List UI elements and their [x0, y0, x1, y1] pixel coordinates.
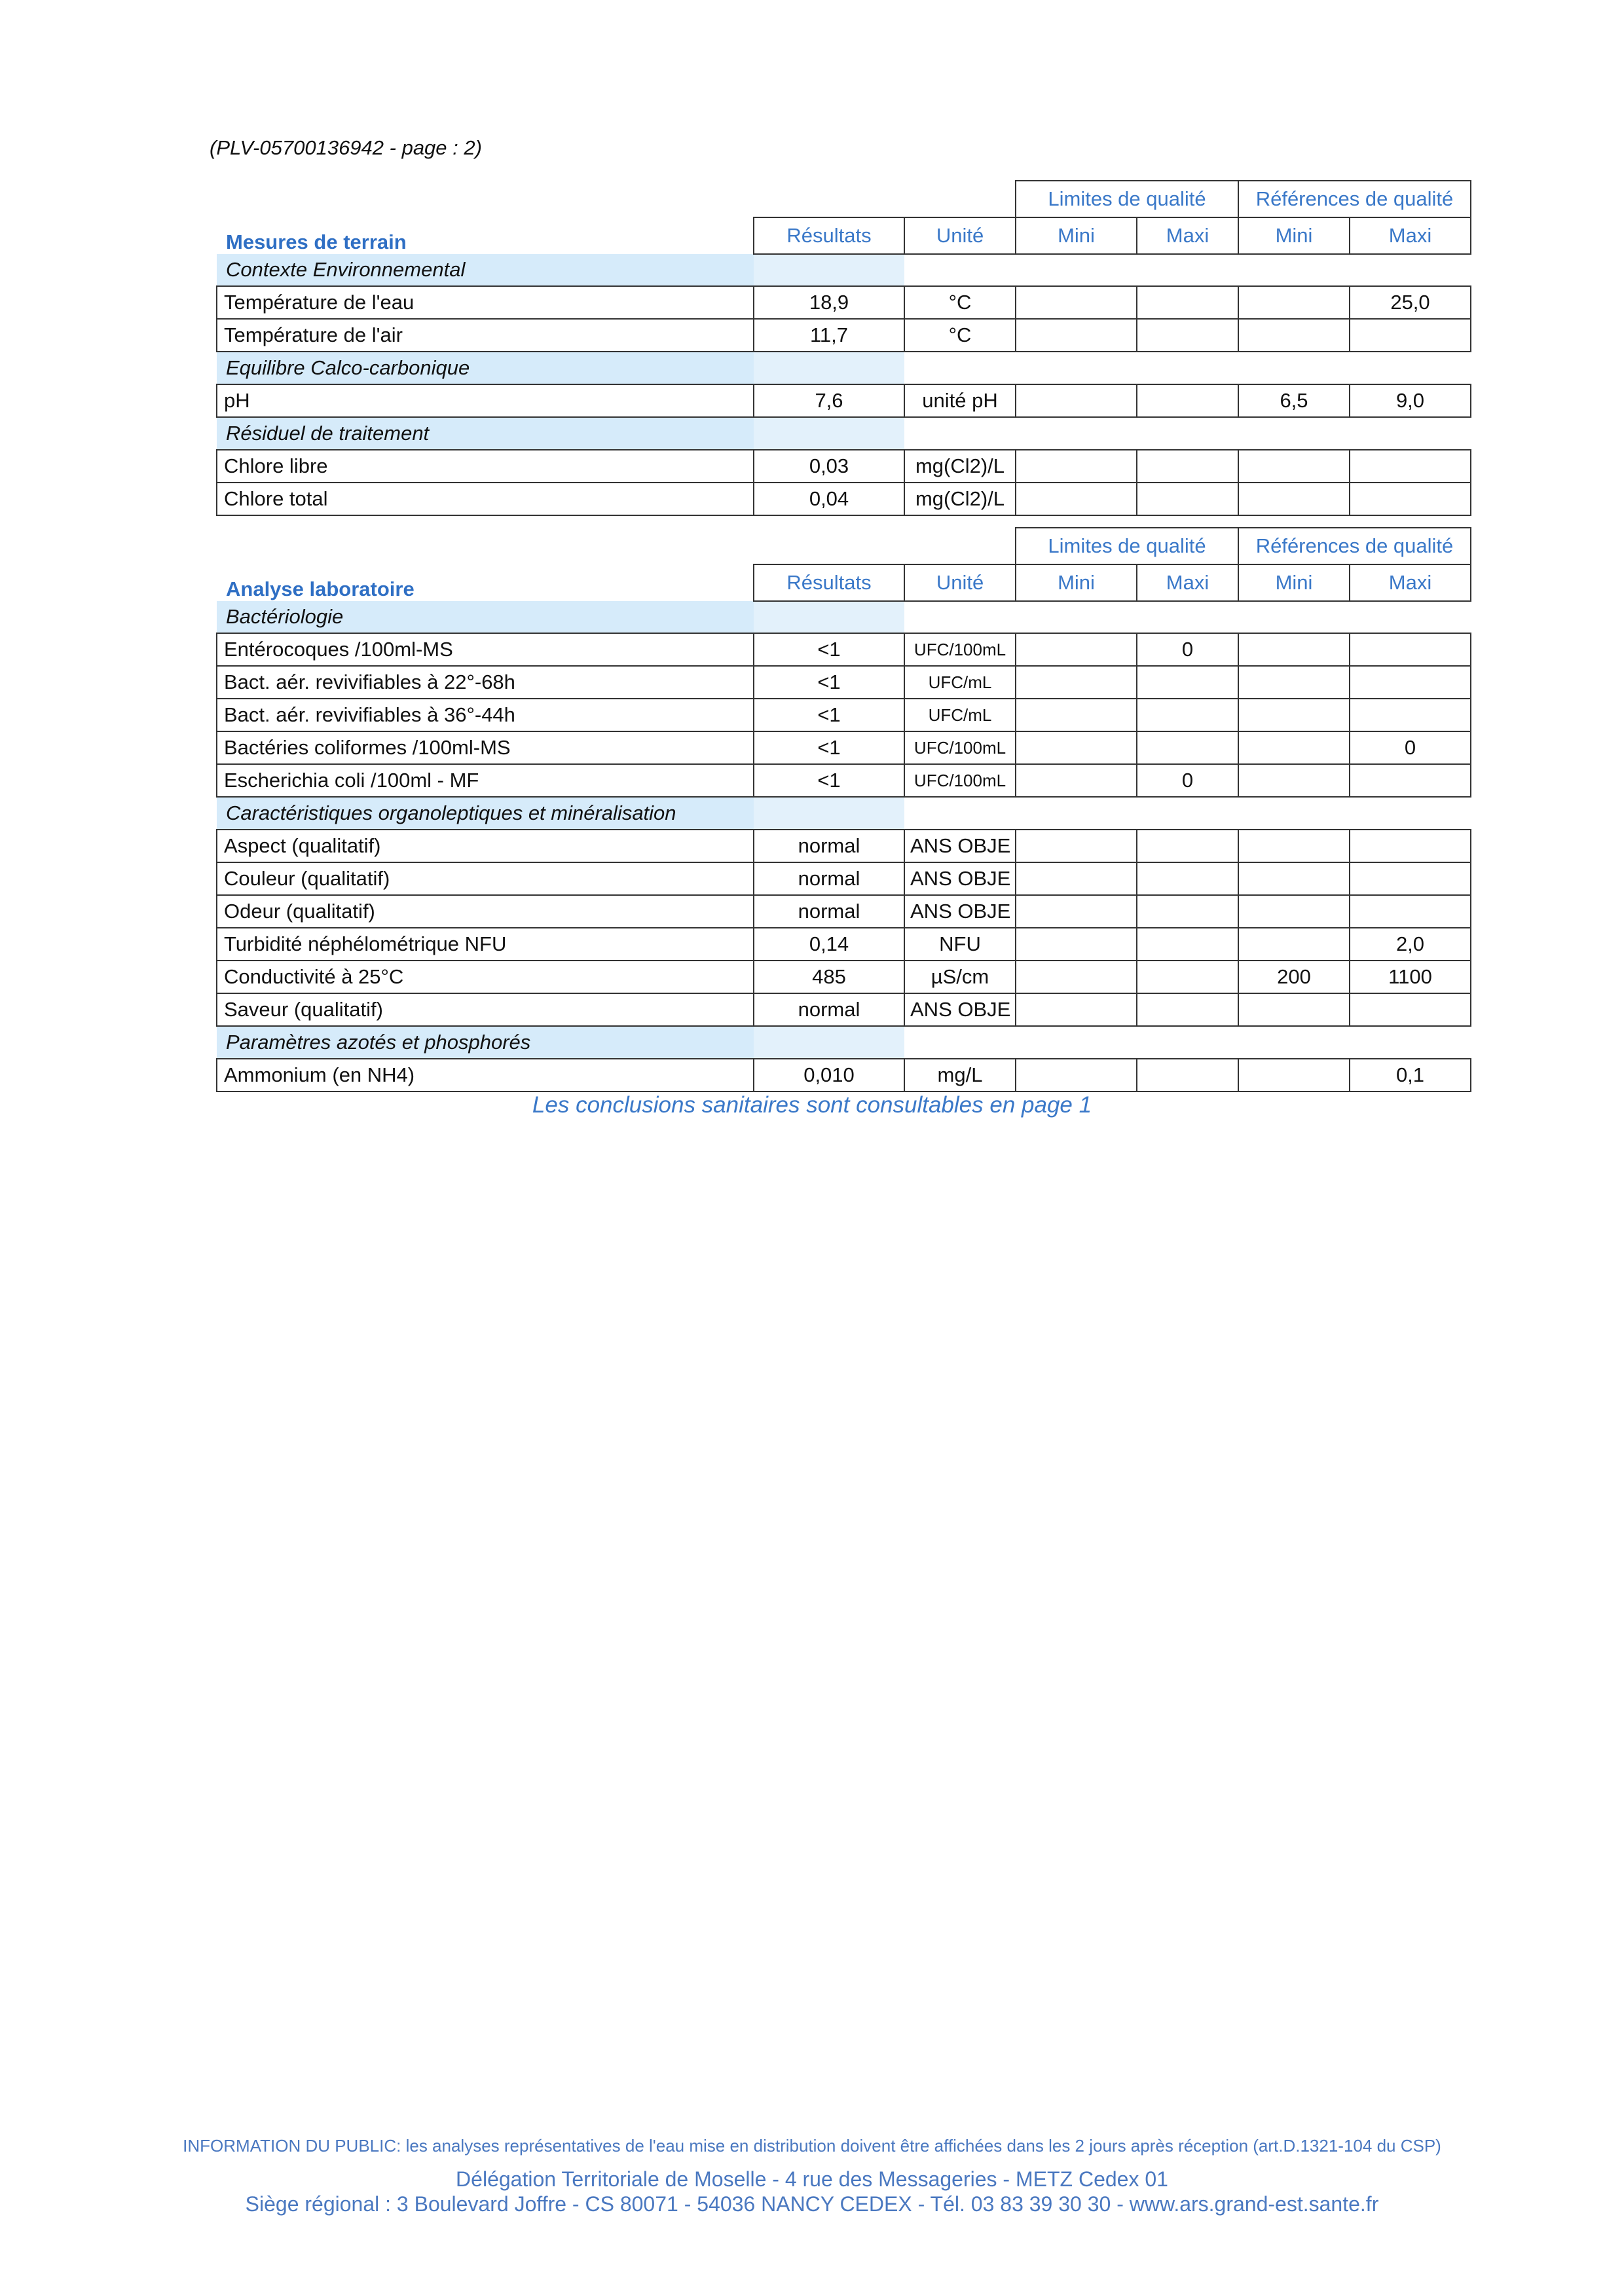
parameter-name: Ammonium (en NH4) — [217, 1059, 754, 1092]
table-row — [217, 666, 1471, 699]
parameter-name: Chlore total — [217, 483, 754, 515]
footer-address: Délégation Territoriale de Moselle - 4 rue des Messageries - METZ Cedex 01 — [456, 2167, 1168, 2191]
category-label: Equilibre Calco-carbonique — [217, 352, 754, 384]
lim-mini-cell — [1016, 319, 1137, 352]
lim-maxi-cell — [1137, 830, 1238, 862]
parameter-name: Couleur (qualitatif) — [217, 862, 754, 895]
unit-cell: °C — [904, 286, 1016, 319]
section-title: Analyse laboratoire — [226, 578, 415, 600]
lim-mini-cell — [1016, 895, 1137, 928]
ref-maxi-cell — [1350, 830, 1471, 862]
ref-maxi-cell — [1350, 319, 1471, 352]
parameter-name: Escherichia coli /100ml - MF — [217, 764, 754, 797]
lim-maxi-cell — [1137, 895, 1238, 928]
category-spacer — [904, 417, 1471, 450]
table-row — [217, 895, 1471, 928]
ref-maxi-cell — [1350, 895, 1471, 928]
table-row — [217, 764, 1471, 797]
terrain-table — [216, 180, 1471, 516]
result-cell: <1 — [754, 764, 904, 797]
lim-mini-cell — [1016, 384, 1137, 417]
table-row — [217, 384, 1471, 417]
lim-mini-header: Mini — [1016, 564, 1137, 601]
ref-mini-cell — [1238, 483, 1350, 515]
ref-maxi-cell: 9,0 — [1350, 384, 1471, 417]
unit-cell: mg(Cl2)/L — [904, 483, 1016, 515]
lim-maxi-cell: 0 — [1137, 633, 1238, 666]
lim-mini-cell — [1016, 666, 1137, 699]
resultats-header: Résultats — [754, 564, 904, 601]
unit-cell: ANS OBJE — [904, 895, 1016, 928]
ref-mini-header: Mini — [1238, 217, 1350, 254]
ref-mini-cell — [1238, 731, 1350, 764]
unit-cell: ANS OBJE — [904, 830, 1016, 862]
lim-maxi-cell — [1137, 666, 1238, 699]
unit-cell: mg(Cl2)/L — [904, 450, 1016, 483]
ref-maxi-cell — [1350, 699, 1471, 731]
ref-maxi-cell — [1350, 483, 1471, 515]
category-spacer — [904, 352, 1471, 384]
lim-mini-cell — [1016, 862, 1137, 895]
unit-cell: UFC/100mL — [904, 731, 1016, 764]
ref-mini-cell — [1238, 764, 1350, 797]
result-cell: 485 — [754, 961, 904, 993]
category-row — [217, 1026, 1471, 1059]
footer-headquarters: Siège régional : 3 Boulevard Joffre - CS 80071 - 54036 NANCY CEDEX - Tél. 03 83 39 30 30 - www.ars.grand-est.sante.fr — [245, 2192, 1379, 2216]
unit-cell: ANS OBJE — [904, 993, 1016, 1026]
result-cell: <1 — [754, 633, 904, 666]
ref-mini-cell — [1238, 286, 1350, 319]
unit-cell: UFC/100mL — [904, 764, 1016, 797]
lim-mini-header: Mini — [1016, 217, 1137, 254]
ref-mini-cell — [1238, 928, 1350, 961]
category-fill — [754, 601, 904, 633]
unit-cell: µS/cm — [904, 961, 1016, 993]
ref-maxi-cell — [1350, 764, 1471, 797]
ref-mini-cell — [1238, 830, 1350, 862]
table-row — [217, 450, 1471, 483]
lim-maxi-cell — [1137, 699, 1238, 731]
terrain-section — [216, 180, 1470, 516]
ref-mini-cell: 6,5 — [1238, 384, 1350, 417]
category-fill — [754, 254, 904, 286]
result-cell: <1 — [754, 666, 904, 699]
lim-maxi-cell — [1137, 483, 1238, 515]
category-fill — [754, 352, 904, 384]
lim-mini-cell — [1016, 483, 1137, 515]
laboratoire-section — [216, 527, 1470, 1092]
lim-maxi-cell — [1137, 862, 1238, 895]
category-spacer — [904, 1026, 1471, 1059]
ref-mini-cell — [1238, 895, 1350, 928]
category-row — [217, 254, 1471, 286]
lim-maxi-cell — [1137, 731, 1238, 764]
table-row — [217, 319, 1471, 352]
ref-maxi-header: Maxi — [1350, 564, 1471, 601]
table-row — [217, 830, 1471, 862]
category-spacer — [904, 601, 1471, 633]
ref-mini-cell — [1238, 1059, 1350, 1092]
result-cell: <1 — [754, 699, 904, 731]
page-reference: (PLV-05700136942 - page : 2) — [210, 136, 482, 159]
limites-header: Limites de qualité — [1016, 181, 1238, 217]
parameter-name: Bactéries coliformes /100ml-MS — [217, 731, 754, 764]
result-cell: 11,7 — [754, 319, 904, 352]
ref-maxi-cell — [1350, 450, 1471, 483]
lim-mini-cell — [1016, 961, 1137, 993]
lim-maxi-header: Maxi — [1137, 217, 1238, 254]
result-cell: 7,6 — [754, 384, 904, 417]
ref-maxi-cell: 2,0 — [1350, 928, 1471, 961]
ref-mini-cell — [1238, 862, 1350, 895]
category-fill — [754, 417, 904, 450]
lim-mini-cell — [1016, 928, 1137, 961]
table-row — [217, 483, 1471, 515]
ref-mini-cell — [1238, 993, 1350, 1026]
ref-maxi-cell — [1350, 633, 1471, 666]
category-fill — [754, 1026, 904, 1059]
ref-mini-cell — [1238, 699, 1350, 731]
parameter-name: Saveur (qualitatif) — [217, 993, 754, 1026]
ref-mini-cell — [1238, 633, 1350, 666]
unit-cell: NFU — [904, 928, 1016, 961]
table-row — [217, 699, 1471, 731]
category-row — [217, 417, 1471, 450]
parameter-name: Température de l'air — [217, 319, 754, 352]
ref-maxi-cell: 0 — [1350, 731, 1471, 764]
references-header: Références de qualité — [1238, 181, 1471, 217]
table-row — [217, 286, 1471, 319]
parameter-name: Température de l'eau — [217, 286, 754, 319]
parameter-name: pH — [217, 384, 754, 417]
table-row — [217, 731, 1471, 764]
lim-maxi-cell — [1137, 928, 1238, 961]
lim-mini-cell — [1016, 699, 1137, 731]
ref-maxi-cell: 25,0 — [1350, 286, 1471, 319]
ref-mini-header: Mini — [1238, 564, 1350, 601]
ref-maxi-cell — [1350, 993, 1471, 1026]
lim-maxi-header: Maxi — [1137, 564, 1238, 601]
lim-maxi-cell — [1137, 1059, 1238, 1092]
laboratoire-table — [216, 527, 1471, 1092]
category-label: Contexte Environnemental — [217, 254, 754, 286]
category-fill — [754, 797, 904, 830]
parameter-name: Odeur (qualitatif) — [217, 895, 754, 928]
category-label: Bactériologie — [217, 601, 754, 633]
ref-maxi-cell — [1350, 666, 1471, 699]
category-row — [217, 352, 1471, 384]
result-cell: normal — [754, 993, 904, 1026]
lim-mini-cell — [1016, 764, 1137, 797]
unit-cell: mg/L — [904, 1059, 1016, 1092]
category-spacer — [904, 254, 1471, 286]
resultats-header: Résultats — [754, 217, 904, 254]
parameter-name: Conductivité à 25°C — [217, 961, 754, 993]
lim-maxi-cell — [1137, 961, 1238, 993]
ref-maxi-header: Maxi — [1350, 217, 1471, 254]
result-cell: normal — [754, 862, 904, 895]
parameter-name: Aspect (qualitatif) — [217, 830, 754, 862]
lim-mini-cell — [1016, 450, 1137, 483]
unit-cell: UFC/mL — [904, 699, 1016, 731]
category-label: Résiduel de traitement — [217, 417, 754, 450]
table-row — [217, 1059, 1471, 1092]
lim-mini-cell — [1016, 1059, 1137, 1092]
result-cell: 0,04 — [754, 483, 904, 515]
lim-mini-cell — [1016, 731, 1137, 764]
result-cell: 0,03 — [754, 450, 904, 483]
lim-mini-cell — [1016, 633, 1137, 666]
result-cell: normal — [754, 830, 904, 862]
lim-mini-cell — [1016, 286, 1137, 319]
unit-cell: °C — [904, 319, 1016, 352]
parameter-name: Turbidité néphélométrique NFU — [217, 928, 754, 961]
lim-mini-cell — [1016, 830, 1137, 862]
lim-maxi-cell: 0 — [1137, 764, 1238, 797]
parameter-name: Chlore libre — [217, 450, 754, 483]
unite-header: Unité — [904, 564, 1016, 601]
parameter-name: Entérocoques /100ml-MS — [217, 633, 754, 666]
ref-mini-cell — [1238, 450, 1350, 483]
unit-cell: UFC/100mL — [904, 633, 1016, 666]
unit-cell: UFC/mL — [904, 666, 1016, 699]
category-row — [217, 797, 1471, 830]
footer-info: INFORMATION DU PUBLIC: les analyses représentatives de l'eau mise en distribution doivent être affichées dans les 2 jours après réception (art.D.1321-104 du CSP) — [183, 2136, 1441, 2156]
lim-mini-cell — [1016, 993, 1137, 1026]
table-row — [217, 993, 1471, 1026]
ref-maxi-cell: 1100 — [1350, 961, 1471, 993]
unit-cell: ANS OBJE — [904, 862, 1016, 895]
result-cell: 0,010 — [754, 1059, 904, 1092]
table-row — [217, 961, 1471, 993]
table-row — [217, 928, 1471, 961]
unit-cell: unité pH — [904, 384, 1016, 417]
result-cell: <1 — [754, 731, 904, 764]
parameter-name: Bact. aér. revivifiables à 22°-68h — [217, 666, 754, 699]
references-header: Références de qualité — [1238, 528, 1471, 564]
category-label: Paramètres azotés et phosphorés — [217, 1026, 754, 1059]
parameter-name: Bact. aér. revivifiables à 36°-44h — [217, 699, 754, 731]
ref-mini-cell — [1238, 666, 1350, 699]
lim-maxi-cell — [1137, 319, 1238, 352]
lim-maxi-cell — [1137, 286, 1238, 319]
ref-maxi-cell: 0,1 — [1350, 1059, 1471, 1092]
conclusion-note: Les conclusions sanitaires sont consultables en page 1 — [532, 1092, 1092, 1118]
lim-maxi-cell — [1137, 384, 1238, 417]
lim-maxi-cell — [1137, 450, 1238, 483]
table-row — [217, 633, 1471, 666]
lim-maxi-cell — [1137, 993, 1238, 1026]
limites-header: Limites de qualité — [1016, 528, 1238, 564]
unite-header: Unité — [904, 217, 1016, 254]
ref-mini-cell — [1238, 319, 1350, 352]
category-row — [217, 601, 1471, 633]
ref-mini-cell: 200 — [1238, 961, 1350, 993]
section-title: Mesures de terrain — [226, 230, 407, 253]
result-cell: normal — [754, 895, 904, 928]
table-row — [217, 862, 1471, 895]
category-label: Caractéristiques organoleptiques et minéralisation — [217, 797, 754, 830]
result-cell: 18,9 — [754, 286, 904, 319]
category-spacer — [904, 797, 1471, 830]
result-cell: 0,14 — [754, 928, 904, 961]
ref-maxi-cell — [1350, 862, 1471, 895]
